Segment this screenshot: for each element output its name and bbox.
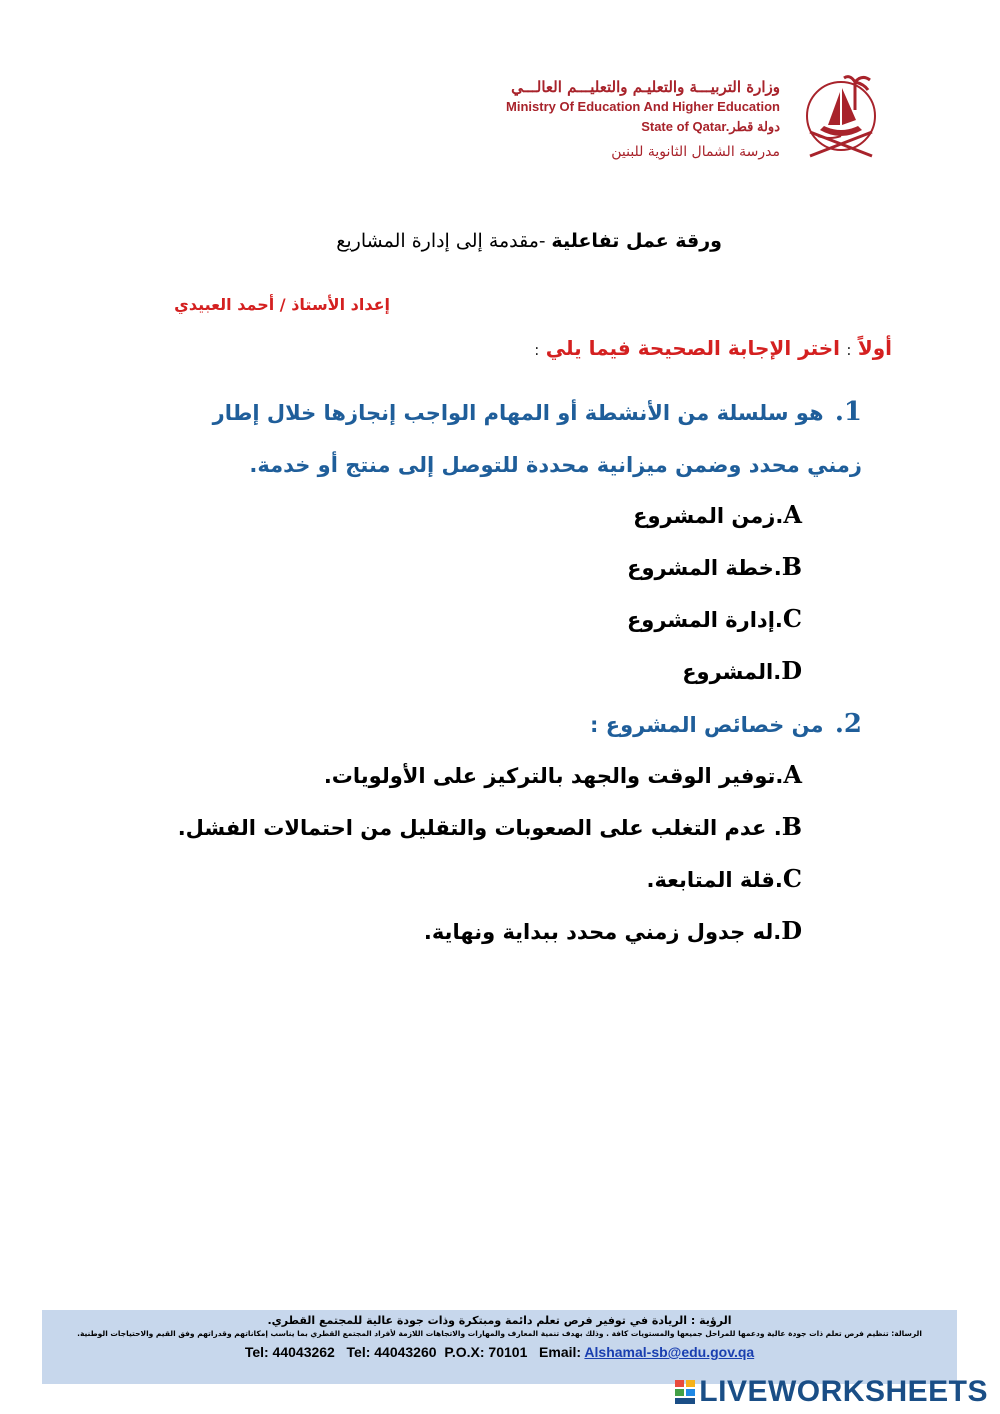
option-letter: B — [781, 552, 802, 581]
question-number: 2. — [834, 709, 862, 739]
option-letter: D — [781, 656, 802, 685]
liveworksheets-icon — [674, 1379, 696, 1405]
question-1 — [172, 386, 862, 491]
option-1b[interactable] — [627, 552, 802, 581]
option-text: .إدارة المشروع — [626, 608, 783, 632]
email-link[interactable]: Alshamal-sb@edu.gov.qa — [584, 1344, 755, 1360]
option-2b[interactable] — [178, 812, 802, 841]
liveworksheets-brand: LIVEWORKSHEETS — [699, 1375, 988, 1408]
question-number: 1. — [834, 397, 862, 427]
mission-statement: الرسالة: تنظيم فرص تعلم ذات جودة عالية ودعمها للمراحل جميعها والمستويات كافة . وذلك بهدف تنمية المعارف والمهارات والاتجاهات اللازمة لأفراد المجتمع القطري بما يناسب إمكاناتهم وقدراتهم وفق القيم والاحتياجات الوطنية. — [77, 1329, 922, 1338]
state-ar: دولة قطر — [729, 119, 780, 134]
option-text: .المشروع — [682, 660, 782, 684]
section-instruction: اختر الإجابة الصحيحة فيما يلي — [545, 336, 841, 360]
question-text: هو سلسلة من الأنشطة أو المهام الواجب إنجازها خلال إطار زمني محدد وضمن ميزانية محددة للتوصل إلى منتج أو خدمة. — [212, 401, 862, 477]
section-colon: : — [846, 341, 852, 359]
question-text: من خصائص المشروع : — [590, 713, 824, 737]
option-letter: A — [783, 500, 802, 529]
option-text: . عدم التغلب على الصعوبات والتقليل من احتمالات الفشل. — [177, 816, 782, 840]
liveworksheets-logo[interactable] — [674, 1374, 988, 1410]
option-letter: A — [783, 760, 802, 789]
question-2 — [172, 698, 862, 751]
option-1d[interactable] — [682, 656, 802, 685]
state-line — [460, 118, 780, 136]
page-title — [336, 230, 722, 252]
vision-statement: الرؤية : الريادة في توفير فرص تعلم دائمة ومبتكرة وذات جودة عالية للمجتمع القطري. — [267, 1314, 732, 1327]
email-label: Email: — [539, 1344, 582, 1360]
option-2c[interactable] — [646, 864, 802, 893]
option-letter: D — [781, 916, 802, 945]
ministry-header — [460, 78, 780, 162]
title-rest: -مقدمة إلى إدارة المشاريع — [336, 230, 546, 252]
tel-2: Tel: 44043260 — [346, 1344, 437, 1360]
qatar-emblem-icon — [800, 70, 882, 162]
option-text: .خطة المشروع — [627, 556, 782, 580]
footer — [42, 1310, 957, 1384]
option-text: .توفير الوقت والجهد بالتركيز على الأولويات. — [323, 764, 784, 788]
option-text: .زمن المشروع — [633, 504, 784, 528]
option-2d[interactable] — [424, 916, 802, 945]
section-end: : — [534, 341, 540, 359]
section-label: أولاً — [857, 336, 892, 360]
po-box: P.O.X: 70101 — [444, 1344, 528, 1360]
option-letter: C — [782, 604, 802, 633]
option-letter: C — [782, 864, 802, 893]
option-1a[interactable] — [633, 500, 802, 529]
tel-1: Tel: 44043262 — [244, 1344, 335, 1360]
option-1c[interactable] — [627, 604, 802, 633]
title-bold: ورقة عمل تفاعلية — [551, 230, 722, 252]
contact-line — [42, 1344, 957, 1360]
author: إعداد الأستاذ / أحمد العبيدي — [174, 295, 390, 314]
state-en: State of Qatar. — [641, 119, 730, 134]
school-name: مدرسة الشمال الثانوية للبنين — [611, 144, 780, 160]
ministry-name-en: Ministry Of Education And Higher Education — [506, 99, 780, 114]
option-letter: B — [781, 812, 802, 841]
option-2a[interactable] — [324, 760, 802, 789]
ministry-name-ar: وزارة التربيـــة والتعليـم والتعليـــم العالـــي — [511, 78, 780, 96]
option-text: .له جدول زمني محدد ببداية ونهاية. — [423, 920, 782, 944]
section-heading — [534, 336, 892, 360]
option-text: .قلة المتابعة. — [646, 868, 783, 892]
